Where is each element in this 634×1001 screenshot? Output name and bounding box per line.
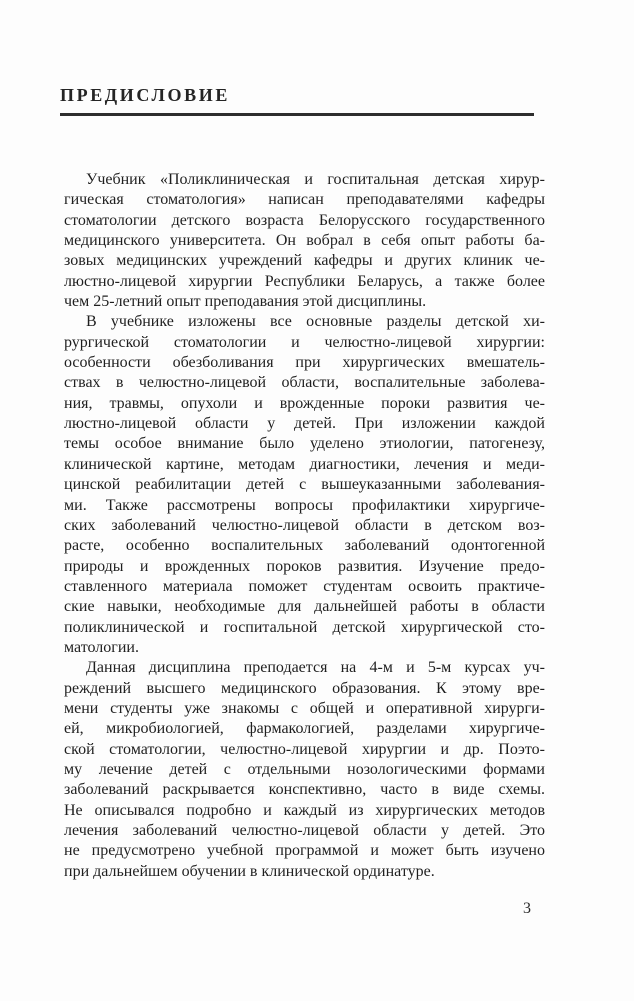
paragraph [64, 658, 545, 882]
page-number: 3 [523, 900, 531, 917]
preface-header [60, 86, 534, 116]
text-line: чем 25-летний опыт преподавания этой дисциплины. [64, 293, 427, 311]
text-line: матологии. [64, 638, 139, 656]
page-title: ПРЕДИСЛОВИЕ [60, 85, 230, 105]
text-line: зовых медицинских учреждений кафедры и других клиник че- [64, 252, 545, 270]
text-line: В учебнике изложены все основные разделы детской хи- [86, 313, 545, 331]
paragraph [64, 170, 545, 312]
text-line: поликлинической и госпитальной детской хирургической сто- [64, 618, 545, 636]
text-line: люстно-лицевой области у детей. При изложении каждой [64, 415, 545, 433]
text-line: темы особое внимание было уделено этиологии, патогенезу, [64, 435, 545, 453]
text-line: рургической стоматологии и челюстно-лицевой хирургии: [64, 333, 545, 351]
text-line: особенности обезболивания при хирургических вмешатель- [64, 354, 545, 372]
text-line: ставленного материала поможет студентам освоить практиче- [64, 577, 545, 595]
heading-rule [60, 113, 534, 116]
text-line: ния, травмы, опухоли и врожденные пороки развития че- [64, 394, 545, 412]
text-line: лечения заболеваний челюстно-лицевой области у детей. Это [64, 822, 545, 839]
text-line: му лечение детей с отдельными нозологическими формами [64, 760, 545, 778]
text-line: Учебник «Поликлиническая и госпитальная детская хирур- [86, 171, 545, 188]
text-line: стоматологии детского возраста Белорусского государственного [64, 211, 545, 229]
text-line: ских заболеваний челюстно-лицевой области в детском воз- [64, 516, 545, 534]
text-line: клинической картине, методам диагностики, лечения и меди- [64, 455, 545, 473]
paragraph [64, 312, 545, 658]
text-line: ской стоматологии, челюстно-лицевой хирургии и др. Поэто- [64, 740, 545, 758]
text-line: заболеваний раскрывается конспективно, часто в виде схемы. [64, 781, 545, 799]
text-line: природы и врожденных пороков развития. Изучение предо- [64, 557, 545, 575]
text-line: ствах в челюстно-лицевой области, воспалительные заболева- [64, 374, 545, 392]
text-line: не предусмотрено учебной программой и может быть изучено [64, 842, 545, 860]
text-line: реждений высшего медицинского образования. К этому вре- [64, 679, 545, 697]
text-line: гическая стоматология» написан преподавателями кафедры [64, 191, 545, 209]
text-line: люстно-лицевой хирургии Республики Беларусь, а также более [64, 272, 545, 290]
text-line: Данная дисциплина преподается на 4-м и 5-м курсах уч- [86, 659, 545, 677]
text-line: цинской реабилитации детей с вышеуказанными заболевания- [64, 476, 545, 494]
text-line: ми. Также рассмотрены вопросы профилактики хирургиче- [64, 496, 545, 514]
text-line: ские навыки, необходимые для дальнейшей работы в области [64, 598, 545, 616]
text-line: Не описывался подробно и каждый из хирургических методов [64, 801, 545, 819]
body-text [64, 170, 545, 882]
text-line: медицинского университета. Он вобрал в себя опыт работы ба- [64, 232, 545, 250]
text-line: ей, микробиологией, фармакологией, разделами хирургиче- [64, 720, 545, 738]
text-line: расте, особенно воспалительных заболеваний одонтогенной [64, 537, 545, 555]
text-line: мени студенты уже знакомы с общей и оперативной хирурги- [64, 699, 545, 717]
text-line: при дальнейшем обучении в клинической ординатуре. [64, 862, 435, 880]
